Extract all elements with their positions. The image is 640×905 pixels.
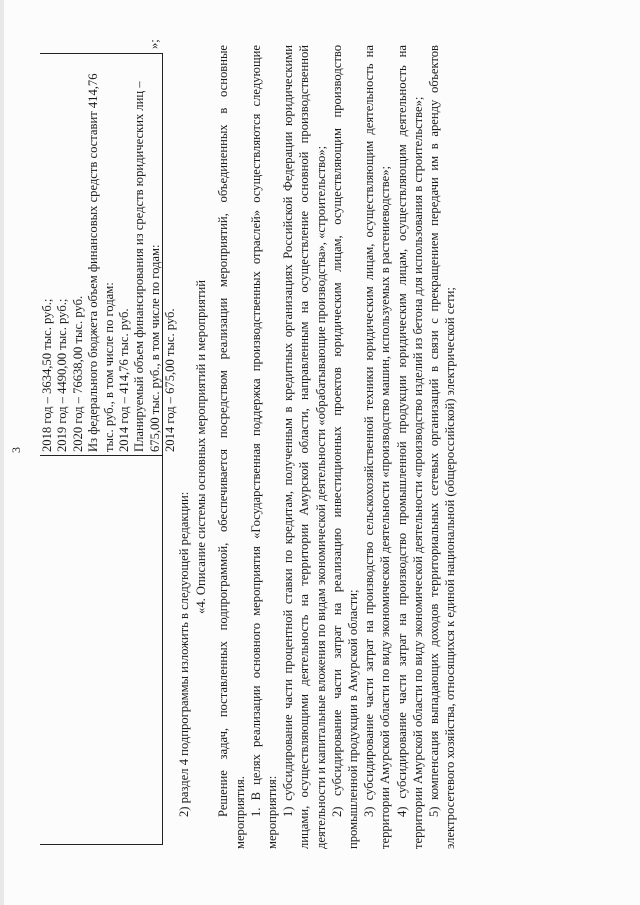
paragraph: 4) субсидирование части затрат на производство промышленной продукции юридическим лицам, осуществляющим деятельность на территории Амурской области по виду экономической деятельности «производство изделий из бетона для использования в строительстве»; — [394, 45, 425, 849]
document-body — [176, 45, 458, 849]
table-line: 675,00 тыс. руб., в том числе по годам: — [147, 244, 162, 452]
paragraph: 5) компенсация выпадающих доходов территориальных сетевых организаций в связи с прекращением передачи им в аренду объектов электросетевого хозяйства, относящихся к единой национальной (общероссийской) электрической сети; — [427, 45, 458, 849]
table-line: тыс. руб., в том числе по годам: — [101, 282, 116, 452]
paragraph: Решение задач, поставленных подпрограммой, обеспечивается посредством реализации мероприятий, объединенных в основные мероприятия. — [216, 45, 247, 849]
page-number: 3 — [9, 447, 23, 453]
table-right-cell — [40, 60, 179, 452]
paragraph: 1. В целях реализации основного мероприятия «Государственная поддержка производственных отраслей» осуществляются следующие мероприятия: — [248, 45, 280, 849]
table-line: Из федерального бюджета объем финансовых средств составит 414,76 — [86, 73, 101, 452]
table-line: 2014 год – 414,76 тыс. руб. — [117, 308, 132, 452]
table-line: Планируемый объем финансирования из средств юридических лиц – — [132, 81, 147, 452]
table-closing-quote: »; — [147, 39, 161, 49]
table-line: 2020 год – 76638,00 тыс. руб. — [70, 295, 85, 452]
section-heading: «4. Описание системы основных мероприятий и мероприятий — [194, 280, 209, 614]
table-line: 2014 год – 675,00 тыс. руб. — [163, 308, 178, 452]
table-line: 2018 год – 3634,50 тыс. руб.; — [40, 298, 54, 452]
paragraph: 3) субсидирование части затрат на производство сельскохозяйственной техники юридическим лицам, осуществляющим деятельность на территории Амурской области по виду экономической деятельности «производство машин, используемых в растениеводстве»; — [362, 45, 393, 849]
intro-text: 2) раздел 4 подпрограммы изложить в следующей редакции: — [177, 491, 191, 817]
paragraph: 2) субсидирование части затрат на реализацию инвестиционных проектов юридическим лицам, осуществляющим производство промышленной продукции в Амурской области; — [329, 45, 361, 849]
table-line: 2019 год – 4490,00 тыс. руб.; — [55, 298, 70, 452]
paragraph: 1) субсидирование части процентной ставки по кредитам, полученным в кредитных организациях Российской Федерации юридическими лицами, осуществляющими деятельность на территории Амурской области, направленным на осуществление основной производственной деятельности и капитальные вложения по видам экономической деятельности «обрабатывающие производства», «строительство»; — [281, 45, 328, 849]
financing-table — [40, 53, 178, 845]
table-left-cell — [40, 455, 162, 844]
